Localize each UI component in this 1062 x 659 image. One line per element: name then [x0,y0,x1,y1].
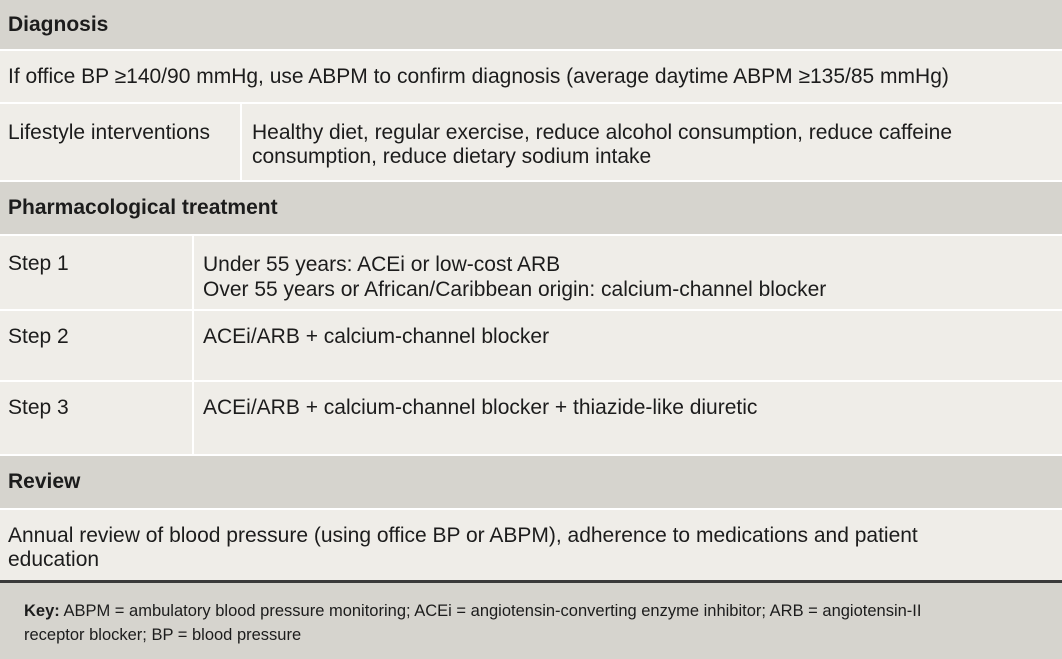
lifestyle-text-line: consumption, reduce dietary sodium intake [252,145,652,168]
diagnosis-header-row [0,0,1062,51]
step-label: Step 2 [0,311,194,380]
review-text [0,510,1062,580]
lifestyle-row [0,104,1062,182]
review-text-line: Annual review of blood pressure (using office BP or ABPM), adherence to medications and patient [8,524,918,547]
step-text-line: Under 55 years: ACEi or low-cost ARB [203,253,561,276]
key-line [24,599,1038,623]
diagnosis-criteria-row [0,51,1062,104]
key-text: ABPM = ambulatory blood pressure monitoring; ACEi = angiotensin-converting enzyme inhibitor; ARB = angiotensin-II [63,602,922,620]
key-footnote [0,580,1062,659]
step-label: Step 1 [0,236,194,309]
key-label: Key: [24,602,60,620]
diagnosis-heading: Diagnosis [8,12,109,36]
treatment-header-row [0,182,1062,236]
lifestyle-text [242,104,1062,180]
step-row [0,236,1062,311]
treatment-heading: Pharmacological treatment [8,196,278,219]
diagnosis-criteria: If office BP ≥140/90 mmHg, use ABPM to confirm diagnosis (average daytime ABPM ≥135/85 mmHg) [8,65,949,88]
step-row [0,311,1062,382]
step-label: Step 3 [0,382,194,454]
step-text [194,311,1062,380]
step-row [0,382,1062,456]
lifestyle-label: Lifestyle interventions [0,104,242,180]
review-header-row [0,456,1062,510]
step-text [194,382,1062,454]
review-row [0,510,1062,580]
step-text [194,236,1062,309]
step-text-line: ACEi/ARB + calcium-channel blocker + thiazide-like diuretic [203,396,758,419]
key-line: receptor blocker; BP = blood pressure [24,626,302,644]
step-text-line: ACEi/ARB + calcium-channel blocker [203,325,550,348]
lifestyle-text-line: Healthy diet, regular exercise, reduce alcohol consumption, reduce caffeine [252,121,953,144]
step-text-line: Over 55 years or African/Caribbean origin: calcium-channel blocker [203,278,827,301]
review-text-line: education [8,548,100,571]
review-heading: Review [8,470,81,493]
